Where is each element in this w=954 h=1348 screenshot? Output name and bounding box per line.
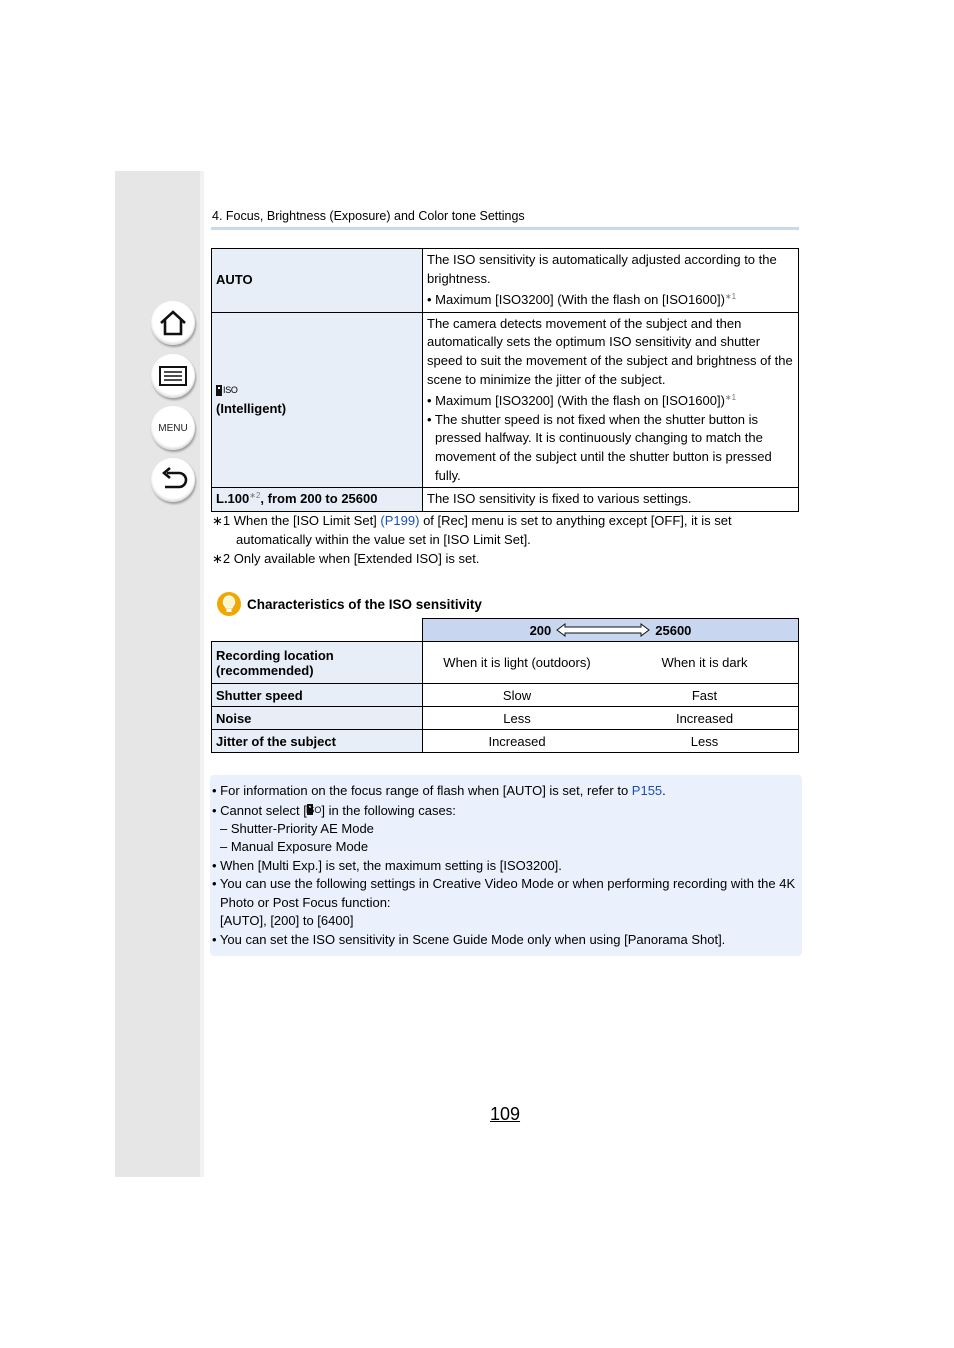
setting-label-cell [212, 312, 423, 487]
setting-desc-cell [423, 312, 799, 487]
sidebar-edge [200, 171, 204, 1177]
high-iso-value: Increased [611, 707, 799, 730]
row-label: Recording location (recommended) [212, 642, 423, 684]
info-sub: [AUTO], [200] to [6400] [220, 913, 354, 929]
menu-icon: MENU [158, 422, 188, 434]
high-iso-value: Fast [611, 684, 799, 707]
setting-desc: The camera detects movement of the subject and then automatically sets the optimum ISO sensitivity and shutter speed to suit the movement of the subject and brightness of the scene to minimize the jitter of the subject. [427, 315, 793, 387]
footnote-mark: ∗1 [724, 393, 737, 403]
info-bullet: • When [Multi Exp.] is set, the maximum setting is [ISO3200]. [212, 857, 562, 873]
info-bullet: • Cannot select [ ISO ] in the following cases: [212, 802, 456, 818]
home-button[interactable] [151, 301, 195, 345]
high-iso-value: When it is dark [611, 642, 799, 684]
info-dash-item: – Manual Exposure Mode [220, 839, 369, 855]
table-row [212, 707, 799, 730]
header-rule [211, 227, 799, 230]
row-label: Shutter speed [212, 684, 423, 707]
low-iso-value: Slow [423, 684, 612, 707]
low-iso-value: When it is light (outdoors) [423, 642, 612, 684]
double-arrow-icon [556, 623, 650, 637]
characteristics-table [211, 618, 799, 753]
range-header [423, 619, 799, 642]
iso-settings-table [211, 248, 799, 512]
setting-bullet: • The shutter speed is not fixed when the shutter button is pressed halfway. It is continuously changing to match the movement of the subject until the shutter button is pressed fully. [427, 411, 772, 483]
menu-button[interactable] [151, 406, 195, 450]
low-iso-value: Less [423, 707, 612, 730]
section-header: 4. Focus, Brightness (Exposure) and Color tone Settings [212, 209, 525, 223]
setting-label: (Intelligent) [216, 401, 287, 417]
footnote-mark: ∗2 [249, 491, 261, 501]
setting-bullet: • Maximum [ISO3200] (With the flash on [ISO1600])$^{∗1}$ [427, 292, 737, 308]
list-icon [158, 365, 188, 387]
info-bullet: • You can set the ISO sensitivity in Scene Guide Mode only when using [Panorama Shot]. [212, 931, 726, 947]
footnotes [212, 511, 732, 568]
setting-desc: The ISO sensitivity is automatically adjusted according to the brightness. [427, 252, 777, 286]
table-row [212, 642, 799, 684]
info-bullet: • You can use the following settings in Creative Video Mode or when performing recording with the 4K Photo or Post Focus function: [212, 876, 796, 910]
info-dash-item: – Shutter-Priority AE Mode [220, 820, 374, 836]
info-notes [212, 782, 800, 949]
setting-desc: The ISO sensitivity is fixed to various settings. [427, 491, 692, 507]
characteristics-heading [217, 592, 482, 616]
page-number: 109 [490, 1104, 521, 1124]
range-low: 200 [529, 622, 552, 638]
range-header-row [212, 619, 799, 642]
setting-label: AUTO [216, 272, 253, 288]
tip-bulb-icon [217, 592, 241, 616]
footnote-1: ∗1 When the [ISO Limit Set] (P199) of [Rec] menu is set to anything except [OFF], it is set [212, 513, 732, 528]
table-row [212, 249, 799, 313]
back-icon [158, 467, 188, 493]
info-bullet: • For information on the focus range of flash when [AUTO] is set, refer to P155. [212, 783, 666, 798]
table-row [212, 488, 799, 512]
home-icon [158, 309, 188, 337]
characteristics-title: Characteristics of the ISO sensitivity [247, 596, 482, 612]
range-high: 25600 [655, 622, 692, 638]
table-row [212, 312, 799, 487]
table-row [212, 730, 799, 753]
low-iso-value: Increased [423, 730, 612, 753]
footnote-mark: ∗1 [724, 292, 737, 302]
setting-label-cell [212, 249, 423, 313]
setting-label-cell: $L.100^{∗2}$, from 200 to 25600 [212, 488, 423, 512]
high-iso-value: Less [611, 730, 799, 753]
footnote-1-cont: automatically within the value set in [ISO Limit Set]. [236, 532, 531, 547]
row-label: Noise [212, 707, 423, 730]
table-row [212, 684, 799, 707]
back-button[interactable] [151, 458, 195, 502]
setting-bullet: • Maximum [ISO3200] (With the flash on [ISO1600])$^{∗1}$ [427, 393, 737, 409]
setting-desc-cell [423, 249, 799, 313]
intelligent-iso-icon: ISO [216, 381, 238, 400]
row-label: Jitter of the subject [212, 730, 423, 753]
footnote-2: ∗2 Only available when [Extended ISO] is set. [212, 551, 480, 566]
intelligent-iso-icon: ISO [305, 804, 322, 815]
contents-button[interactable] [151, 354, 195, 398]
page-link-p155[interactable]: P155 [631, 783, 663, 798]
page-link-p199[interactable]: (P199) [380, 513, 420, 528]
setting-desc-cell [423, 488, 799, 512]
